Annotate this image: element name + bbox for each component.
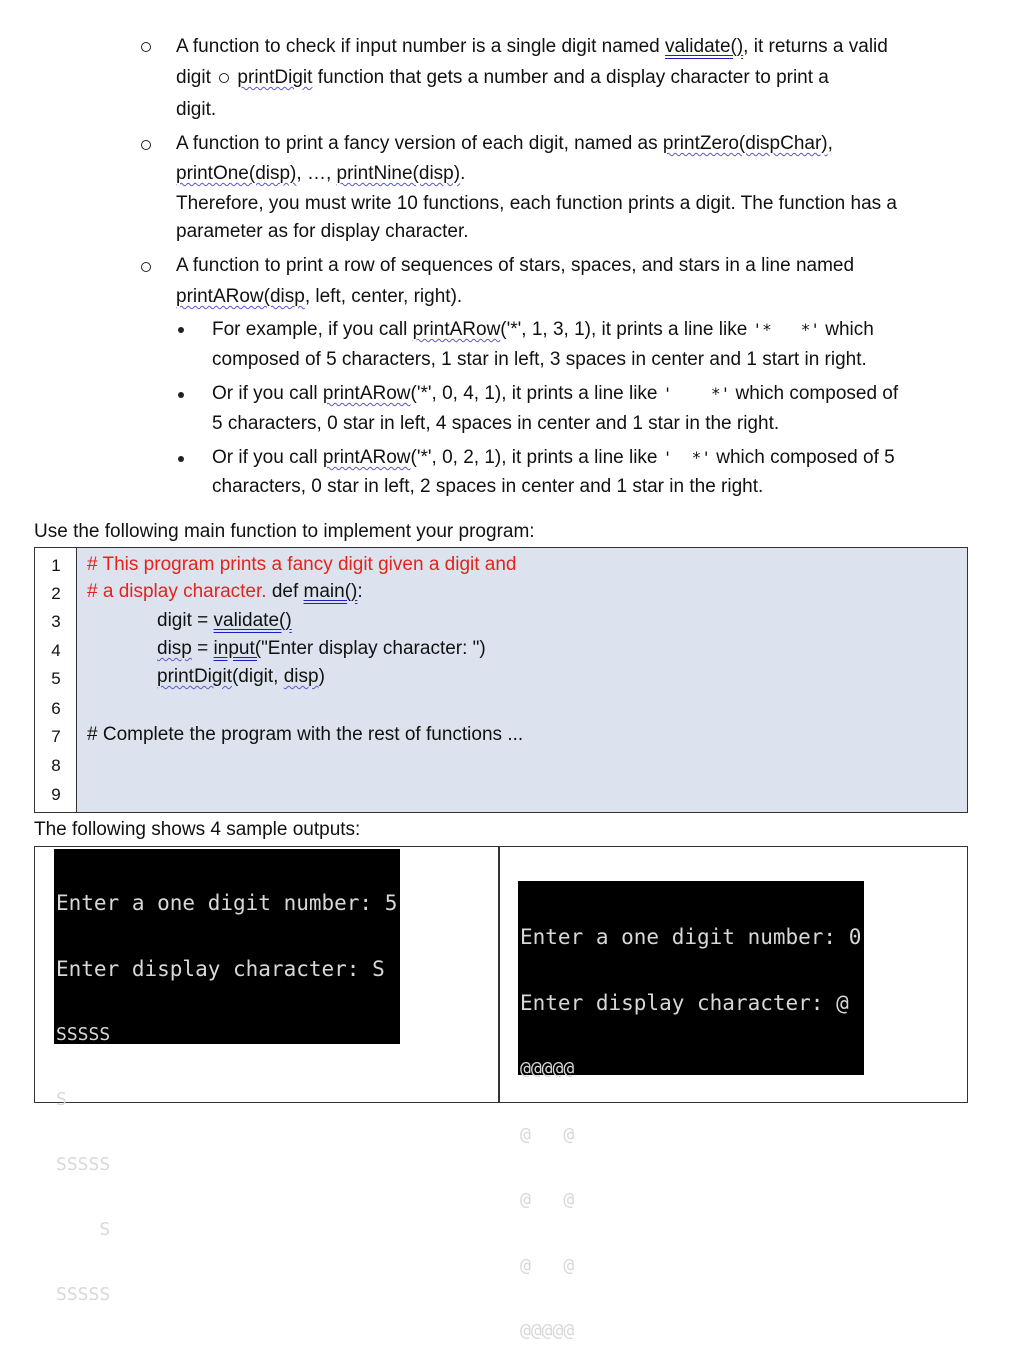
line-number: 7 (51, 727, 61, 746)
bullet-dot-icon (178, 456, 184, 462)
sub-bullet-3-line-1: Or if you call printARow('*', 0, 2, 1), it prints a line like ' *' which composed of 5 (212, 447, 895, 468)
code-line-3: digit = validate() (157, 610, 292, 631)
main-intro-text: Use the following main function to implement your program: (34, 521, 535, 542)
terminal-line: SSSSS (56, 1024, 111, 1045)
bullet-dot-icon (178, 392, 184, 398)
code-line-5: printDigit(digit, disp) (157, 666, 325, 687)
line-number: 8 (51, 756, 61, 775)
terminal-line: Enter a one digit number: 5 (56, 891, 398, 915)
sub-bullet-3-line-2: characters, 0 star in left, 2 spaces in center and 1 star in the right. (212, 476, 764, 497)
code-line-4: disp = input("Enter display character: ") (157, 638, 486, 659)
bullet-2-line-2: printOne(disp), …, printNine(disp). (176, 163, 466, 184)
terminal-line: @@@@@ (520, 1058, 575, 1079)
bullet-circle-icon (141, 140, 151, 150)
bullet-3-line-2: printARow(disp, left, center, right). (176, 286, 463, 307)
bullet-2-line-1: A function to print a fancy version of each digit, named as printZero(dispChar), (176, 133, 833, 154)
sub-bullet-2-line-1: Or if you call printARow('*', 0, 4, 1), it prints a line like ' *' which composed of (212, 383, 899, 404)
terminal-line: Enter a one digit number: 0 (520, 925, 862, 949)
bullet-2-line-4: parameter as for display character. (176, 221, 469, 242)
terminal-line: Enter display character: @ (520, 991, 849, 1015)
terminal-output-left (54, 849, 400, 1305)
sub-bullet-1-line-1: For example, if you call printARow('*', 1, 3, 1), it prints a line like '* *' which (212, 319, 874, 340)
terminal-line: S (56, 1089, 67, 1110)
terminal-line: S (56, 1219, 111, 1240)
bullet-3-line-1: A function to print a row of sequences of stars, spaces, and stars in a line named (176, 255, 855, 276)
line-number: 5 (51, 669, 61, 688)
terminal-line: @@@@@ (520, 1320, 575, 1341)
code-table (34, 547, 968, 813)
terminal-line: SSSSS (56, 1154, 111, 1175)
bullet-1-line-2: digit printDigit function that gets a number and a display character to print a (176, 67, 829, 88)
code-line-1: # This program prints a fancy digit given a digit and (87, 554, 517, 575)
outputs-divider (498, 846, 500, 1103)
terminal-output-right (518, 881, 864, 1341)
sub-bullet-1-line-2: composed of 5 characters, 1 star in left, 3 spaces in center and 1 start in right. (212, 349, 867, 370)
terminal-line: SSSSS (56, 1284, 111, 1305)
bullet-1-line-1: A function to check if input number is a single digit named validate(), it returns a valid (176, 36, 888, 57)
code-line-2: # a display character. def main(): (87, 581, 363, 602)
bullet-1-line-3: digit. (176, 99, 217, 120)
line-number: 6 (51, 699, 61, 718)
terminal-line: @ @ (520, 1123, 575, 1145)
bullet-2-line-3: Therefore, you must write 10 functions, each function prints a digit. The function has a (176, 193, 897, 214)
line-number: 1 (51, 556, 61, 575)
outputs-intro-text: The following shows 4 sample outputs: (34, 819, 361, 840)
line-number: 2 (51, 584, 61, 603)
bullet-circle-icon (219, 73, 229, 83)
bullet-circle-icon (141, 262, 151, 272)
bullet-dot-icon (178, 327, 184, 333)
sub-bullet-2-line-2: 5 characters, 0 star in left, 4 spaces in center and 1 star in the right. (212, 413, 780, 434)
terminal-line: @ @ (520, 1189, 575, 1210)
terminal-line: Enter display character: S (56, 957, 385, 981)
terminal-line: @ @ (520, 1254, 575, 1276)
line-number-gutter (35, 548, 77, 812)
line-number: 4 (51, 641, 61, 660)
code-line-7: # Complete the program with the rest of functions ... (87, 724, 524, 745)
line-number: 9 (51, 785, 61, 804)
bullet-circle-icon (141, 42, 151, 52)
line-number: 3 (51, 612, 61, 631)
